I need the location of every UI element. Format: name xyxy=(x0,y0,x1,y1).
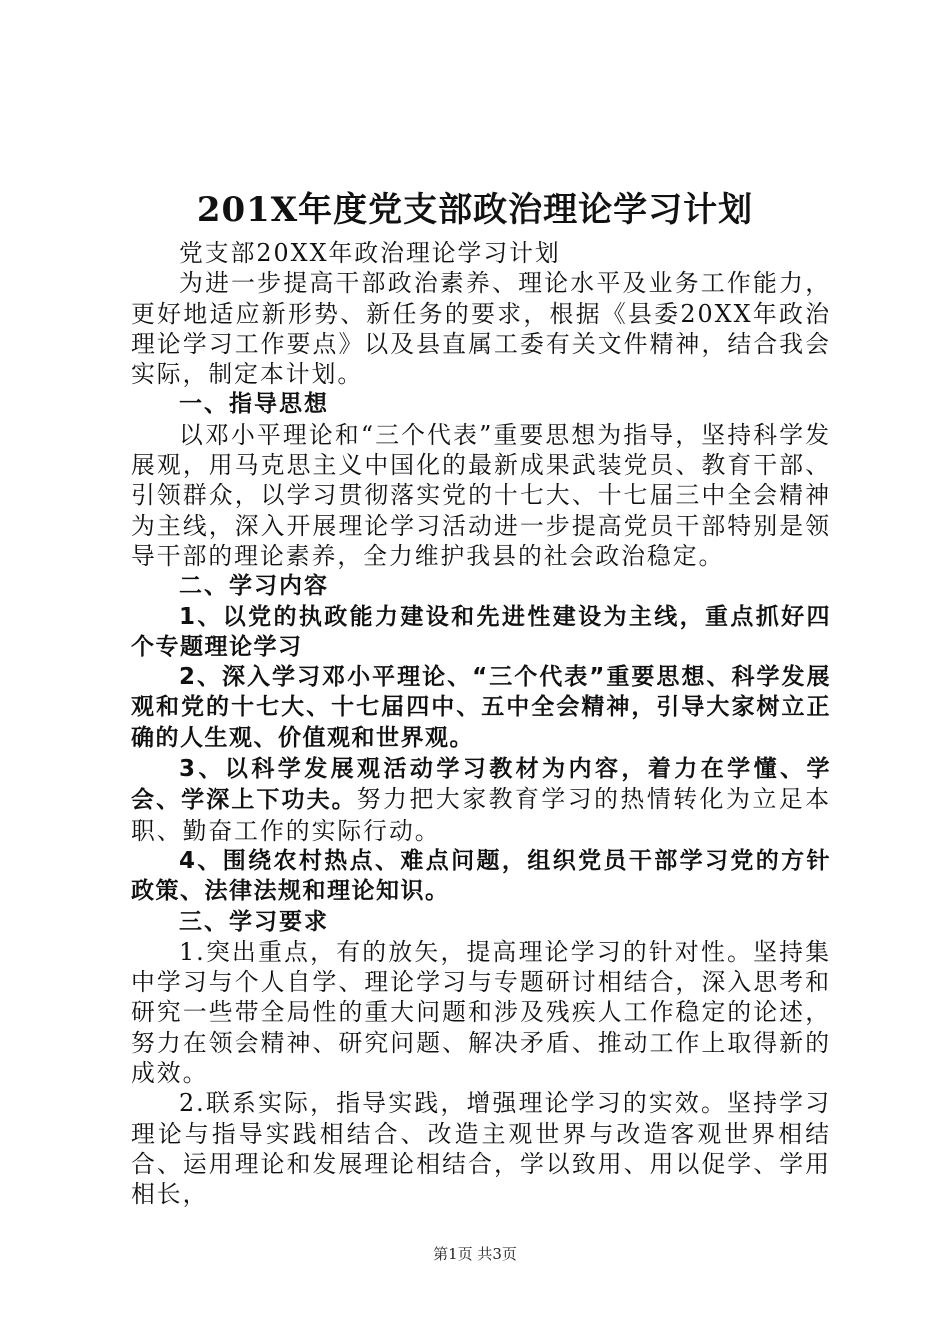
study-content-item-3 xyxy=(131,753,831,846)
page-footer: 第1页 共3页 xyxy=(433,1245,517,1263)
guiding-thought-paragraph: 以邓小平理论和“三个代表”重要思想为指导，坚持科学发展观，用马克思主义中国化的最新成果武装党员、教育干部、引领群众，以学习贯彻落实党的十七大、十七届三中全会精神为主线，深入开展理论学习活动进一步提高党员干部特别是领导干部的理论素养，全力维护我县的社会政治稳定。 xyxy=(131,420,831,570)
subtitle-paragraph: 党支部20XX年政治理论学习计划 xyxy=(179,239,561,267)
section-heading-study-requirements: 三、学习要求 xyxy=(179,908,329,935)
requirement-item-2: 2.联系实际，指导实践，增强理论学习的实效。坚持学习理论与指导实践相结合、改造主观世界与改造客观世界相结合、运用理论和发展理论相结合，学以致用、用以促学、学用相长， xyxy=(131,1089,831,1209)
requirement-item-1: 1.突出重点，有的放矢，提高理论学习的针对性。坚持集中学习与个人自学、理论学习与专题研讨相结合，深入思考和研究一些带全局性的重大问题和涉及残疾人工作稳定的论述，努力在领会精神、研究问题、解决矛盾、推动工作上取得新的成效。 xyxy=(131,937,831,1088)
study-content-item-1: 1、以党的执政能力建设和先进性建设为主线，重点抓好四个专题理论学习 xyxy=(131,603,831,660)
study-content-item-2: 2、深入学习邓小平理论、“三个代表”重要思想、科学发展观和党的十七大、十七届四中、五中全会精神，引导大家树立正确的人生观、价值观和世界观。 xyxy=(131,664,831,751)
section-heading-study-content: 二、学习内容 xyxy=(179,573,329,600)
intro-paragraph: 为进一步提高干部政治素养、理论水平及业务工作能力，更好地适应新形势、新任务的要求，根据《县委20XX年政治理论学习工作要点》以及县直属工委有关文件精神，结合我会实际，制定本计划。 xyxy=(131,269,831,389)
document-title: 201X年度党支部政治理论学习计划 xyxy=(196,190,754,230)
section-heading-guiding-thought: 一、指导思想 xyxy=(179,391,329,418)
study-content-item-4: 4、围绕农村热点、难点问题，组织党员干部学习党的方针政策、法律法规和理论知识。 xyxy=(131,847,831,905)
study-content-item-3-rest: 努力把大家教育学习的热情转化为立足本职、勤奋工作的实际行动。 xyxy=(131,785,832,845)
document-body xyxy=(131,238,831,1210)
study-content-item-3-lead: 3、以科学发展观活动学习教材为内容，着力在学懂、学会、学深上下功夫。 xyxy=(131,756,831,814)
